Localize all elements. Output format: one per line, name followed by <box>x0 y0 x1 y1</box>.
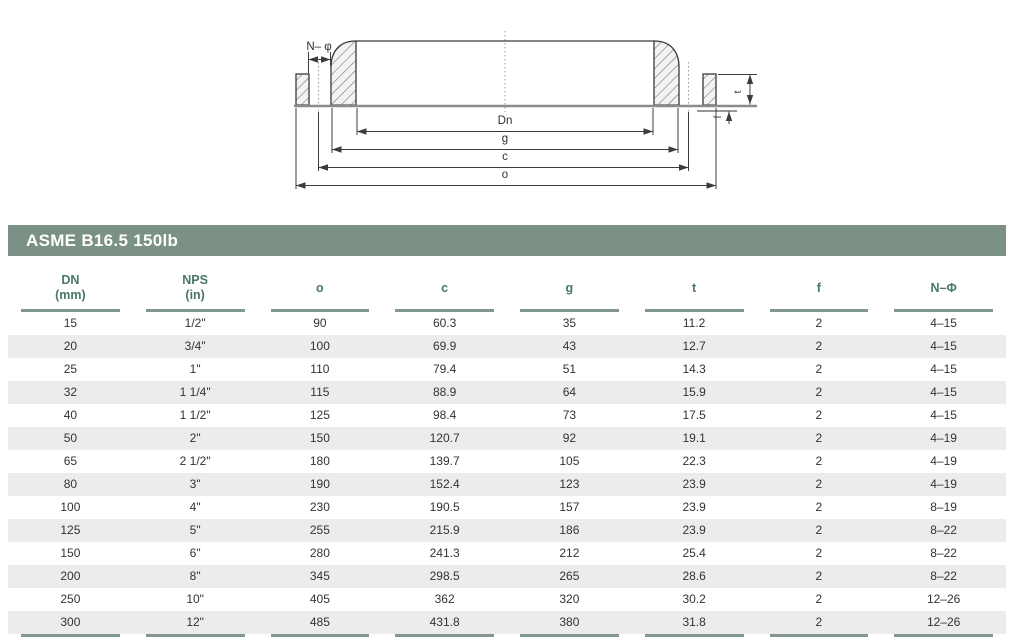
table-cell-nps: 3" <box>133 473 258 496</box>
dim-label-c: c <box>502 151 508 163</box>
right-hub-section <box>654 41 679 105</box>
table-cell-dn: 150 <box>60 546 81 560</box>
table-cell-g: 157 <box>559 500 580 514</box>
table-cell-g: 105 <box>559 454 580 468</box>
table-cell-f: 2 <box>757 427 882 450</box>
table-cell-nps: 1/2" <box>184 316 206 330</box>
table-row <box>8 473 1006 496</box>
table-cell-n-phi: 8–22 <box>881 565 1006 588</box>
table-cell-t: 17.5 <box>682 408 706 422</box>
table-cell-o: 110 <box>310 362 330 376</box>
table-cell-o: 485 <box>258 611 383 634</box>
column-header-o: o <box>258 264 383 312</box>
table-cell-dn: 250 <box>60 592 81 606</box>
table-cell-n-phi: 4–15 <box>930 408 957 422</box>
table-cell-t: 31.8 <box>632 611 757 634</box>
table-cell-g: 73 <box>562 408 577 422</box>
table-footer <box>8 634 1006 639</box>
table-row <box>8 312 1006 335</box>
table-cell-dn: 50 <box>8 427 133 450</box>
left-rim-section <box>296 74 309 105</box>
table-cell-f: 2 <box>757 381 882 404</box>
footer-underline <box>770 634 869 637</box>
flange-section-drawing <box>0 0 1014 225</box>
table-cell-t: 25.4 <box>682 546 706 560</box>
column-header-f: f <box>757 264 882 312</box>
table-cell-dn: 40 <box>63 408 78 422</box>
table-cell-dn: 300 <box>8 611 133 634</box>
table-cell-nps: 2 1/2" <box>179 454 211 468</box>
table-cell-dn: 200 <box>8 565 133 588</box>
table-cell-nps: 10" <box>186 592 204 606</box>
table-cell-g: 43 <box>507 335 632 358</box>
table-row <box>8 404 1006 427</box>
table-cell-n-phi: 4–15 <box>881 381 1006 404</box>
table-cell-f: 2 <box>757 611 882 634</box>
table-cell-f: 2 <box>815 362 823 376</box>
table-cell-dn: 65 <box>63 454 78 468</box>
footer-underline <box>271 634 370 637</box>
table-cell-f: 2 <box>815 454 823 468</box>
table-cell-dn: 125 <box>8 519 133 542</box>
table-cell-nps: 12" <box>133 611 258 634</box>
table-cell-g: 265 <box>507 565 632 588</box>
table-row <box>8 427 1006 450</box>
table-cell-c: 152.4 <box>382 473 507 496</box>
dim-label-g: g <box>501 133 509 145</box>
table-cell-t: 12.7 <box>632 335 757 358</box>
table-body <box>8 312 1006 634</box>
table-cell-c: 69.9 <box>382 335 507 358</box>
flange-dimensions-table <box>8 264 1006 639</box>
table-cell-t: 28.6 <box>632 565 757 588</box>
table-cell-c: 60.3 <box>432 316 457 330</box>
table-cell-n-phi: 4–15 <box>930 316 957 330</box>
table-row <box>8 335 1006 358</box>
table-cell-c: 190.5 <box>429 500 460 514</box>
table-cell-dn: 25 <box>63 362 78 376</box>
column-header-c: c <box>382 264 507 312</box>
table-cell-f: 2 <box>815 500 823 514</box>
table-cell-dn: 20 <box>8 335 133 358</box>
table-cell-n-phi: 8–19 <box>930 500 957 514</box>
table-cell-n-phi: 4–19 <box>881 427 1006 450</box>
column-header-n-phi: N–Φ <box>881 264 1006 312</box>
table-cell-nps: 1 1/2" <box>179 408 211 422</box>
column-header-t: t <box>632 264 757 312</box>
table-cell-c: 215.9 <box>382 519 507 542</box>
table-cell-o: 125 <box>309 408 330 422</box>
table-cell-n-phi: 12–26 <box>881 611 1006 634</box>
dim-label-n-phi: N– φ <box>306 41 332 53</box>
table-cell-o: 90 <box>313 316 327 330</box>
table-row <box>8 542 1006 565</box>
table-cell-f: 2 <box>815 546 823 560</box>
table-cell-n-phi: 4–19 <box>881 473 1006 496</box>
dim-label-f: f <box>713 115 724 119</box>
footer-underline <box>520 634 619 637</box>
table-cell-g: 320 <box>559 592 580 606</box>
table-cell-nps: 8" <box>133 565 258 588</box>
column-header-dn: DN (mm) <box>8 264 133 312</box>
table-cell-o: 100 <box>258 335 383 358</box>
table-cell-f: 2 <box>757 335 882 358</box>
footer-underline <box>21 634 120 637</box>
table-cell-g: 51 <box>562 362 577 376</box>
table-row <box>8 565 1006 588</box>
table-cell-nps: 1" <box>189 362 201 376</box>
table-cell-c: 431.8 <box>382 611 507 634</box>
table-title-bar <box>8 225 1006 256</box>
table-cell-n-phi: 4–19 <box>930 454 957 468</box>
table-row <box>8 588 1006 611</box>
table-cell-o: 190 <box>258 473 383 496</box>
table-cell-t: 23.9 <box>682 500 706 514</box>
table-cell-g: 35 <box>562 316 577 330</box>
table-cell-t: 23.9 <box>632 473 757 496</box>
footer-underline <box>645 634 744 637</box>
table-cell-nps: 3/4" <box>133 335 258 358</box>
table-cell-dn: 15 <box>63 316 78 330</box>
table-cell-o: 150 <box>258 427 383 450</box>
table-row <box>8 450 1006 473</box>
table-cell-t: 14.3 <box>682 362 706 376</box>
table-cell-c: 120.7 <box>382 427 507 450</box>
flange-drawing-svg <box>0 0 1014 225</box>
table-cell-o: 405 <box>309 592 330 606</box>
table-cell-o: 180 <box>309 454 330 468</box>
table-cell-nps: 2" <box>133 427 258 450</box>
dim-label-o: o <box>501 169 509 181</box>
table-cell-dn: 80 <box>8 473 133 496</box>
table-cell-f: 2 <box>815 592 823 606</box>
table-cell-nps: 5" <box>133 519 258 542</box>
table-cell-c: 241.3 <box>429 546 460 560</box>
table-cell-f: 2 <box>757 519 882 542</box>
table-cell-c: 139.7 <box>429 454 460 468</box>
table-row <box>8 358 1006 381</box>
table-cell-g: 92 <box>507 427 632 450</box>
column-header-nps: NPS (in) <box>133 264 258 312</box>
footer-underline <box>395 634 494 637</box>
table-cell-nps: 6" <box>189 546 201 560</box>
table-cell-o: 255 <box>258 519 383 542</box>
table-cell-t: 23.9 <box>632 519 757 542</box>
table-row <box>8 611 1006 634</box>
table-cell-dn: 32 <box>8 381 133 404</box>
table-cell-o: 230 <box>309 500 330 514</box>
table-cell-nps: 4" <box>189 500 201 514</box>
table-cell-n-phi: 8–22 <box>881 519 1006 542</box>
table-cell-n-phi: 12–26 <box>926 592 961 606</box>
dim-label-dn: Dn <box>497 115 513 127</box>
table-row <box>8 496 1006 519</box>
table-cell-c: 98.4 <box>432 408 457 422</box>
table-row <box>8 381 1006 404</box>
table-cell-f: 2 <box>815 316 823 330</box>
footer-underline <box>894 634 993 637</box>
left-hub-section <box>331 41 356 105</box>
table-cell-g: 212 <box>559 546 580 560</box>
table-cell-o: 115 <box>258 381 383 404</box>
table-row <box>8 519 1006 542</box>
table-cell-g: 64 <box>507 381 632 404</box>
table-cell-g: 123 <box>507 473 632 496</box>
table-cell-t: 19.1 <box>632 427 757 450</box>
table-cell-c: 298.5 <box>382 565 507 588</box>
table-header <box>8 264 1006 312</box>
table-cell-c: 362 <box>434 592 455 606</box>
table-cell-o: 345 <box>258 565 383 588</box>
table-cell-f: 2 <box>757 565 882 588</box>
table-cell-c: 79.4 <box>432 362 457 376</box>
table-cell-t: 15.9 <box>632 381 757 404</box>
table-cell-dn: 100 <box>60 500 81 514</box>
column-header-g: g <box>507 264 632 312</box>
table-cell-c: 88.9 <box>382 381 507 404</box>
table-cell-n-phi: 4–15 <box>930 362 957 376</box>
table-cell-f: 2 <box>757 473 882 496</box>
table-title: ASME B16.5 150lb <box>26 230 179 250</box>
right-rim-section <box>703 74 716 105</box>
table-cell-t: 11.2 <box>682 316 706 330</box>
table-cell-nps: 1 1/4" <box>133 381 258 404</box>
table-cell-t: 22.3 <box>682 454 706 468</box>
table-cell-g: 186 <box>507 519 632 542</box>
dim-label-t: t <box>733 90 744 94</box>
table-cell-g: 380 <box>507 611 632 634</box>
table-cell-o: 280 <box>309 546 330 560</box>
table-cell-t: 30.2 <box>682 592 706 606</box>
table-cell-n-phi: 8–22 <box>930 546 957 560</box>
table-cell-n-phi: 4–15 <box>881 335 1006 358</box>
footer-underline <box>146 634 245 637</box>
table-cell-f: 2 <box>815 408 823 422</box>
